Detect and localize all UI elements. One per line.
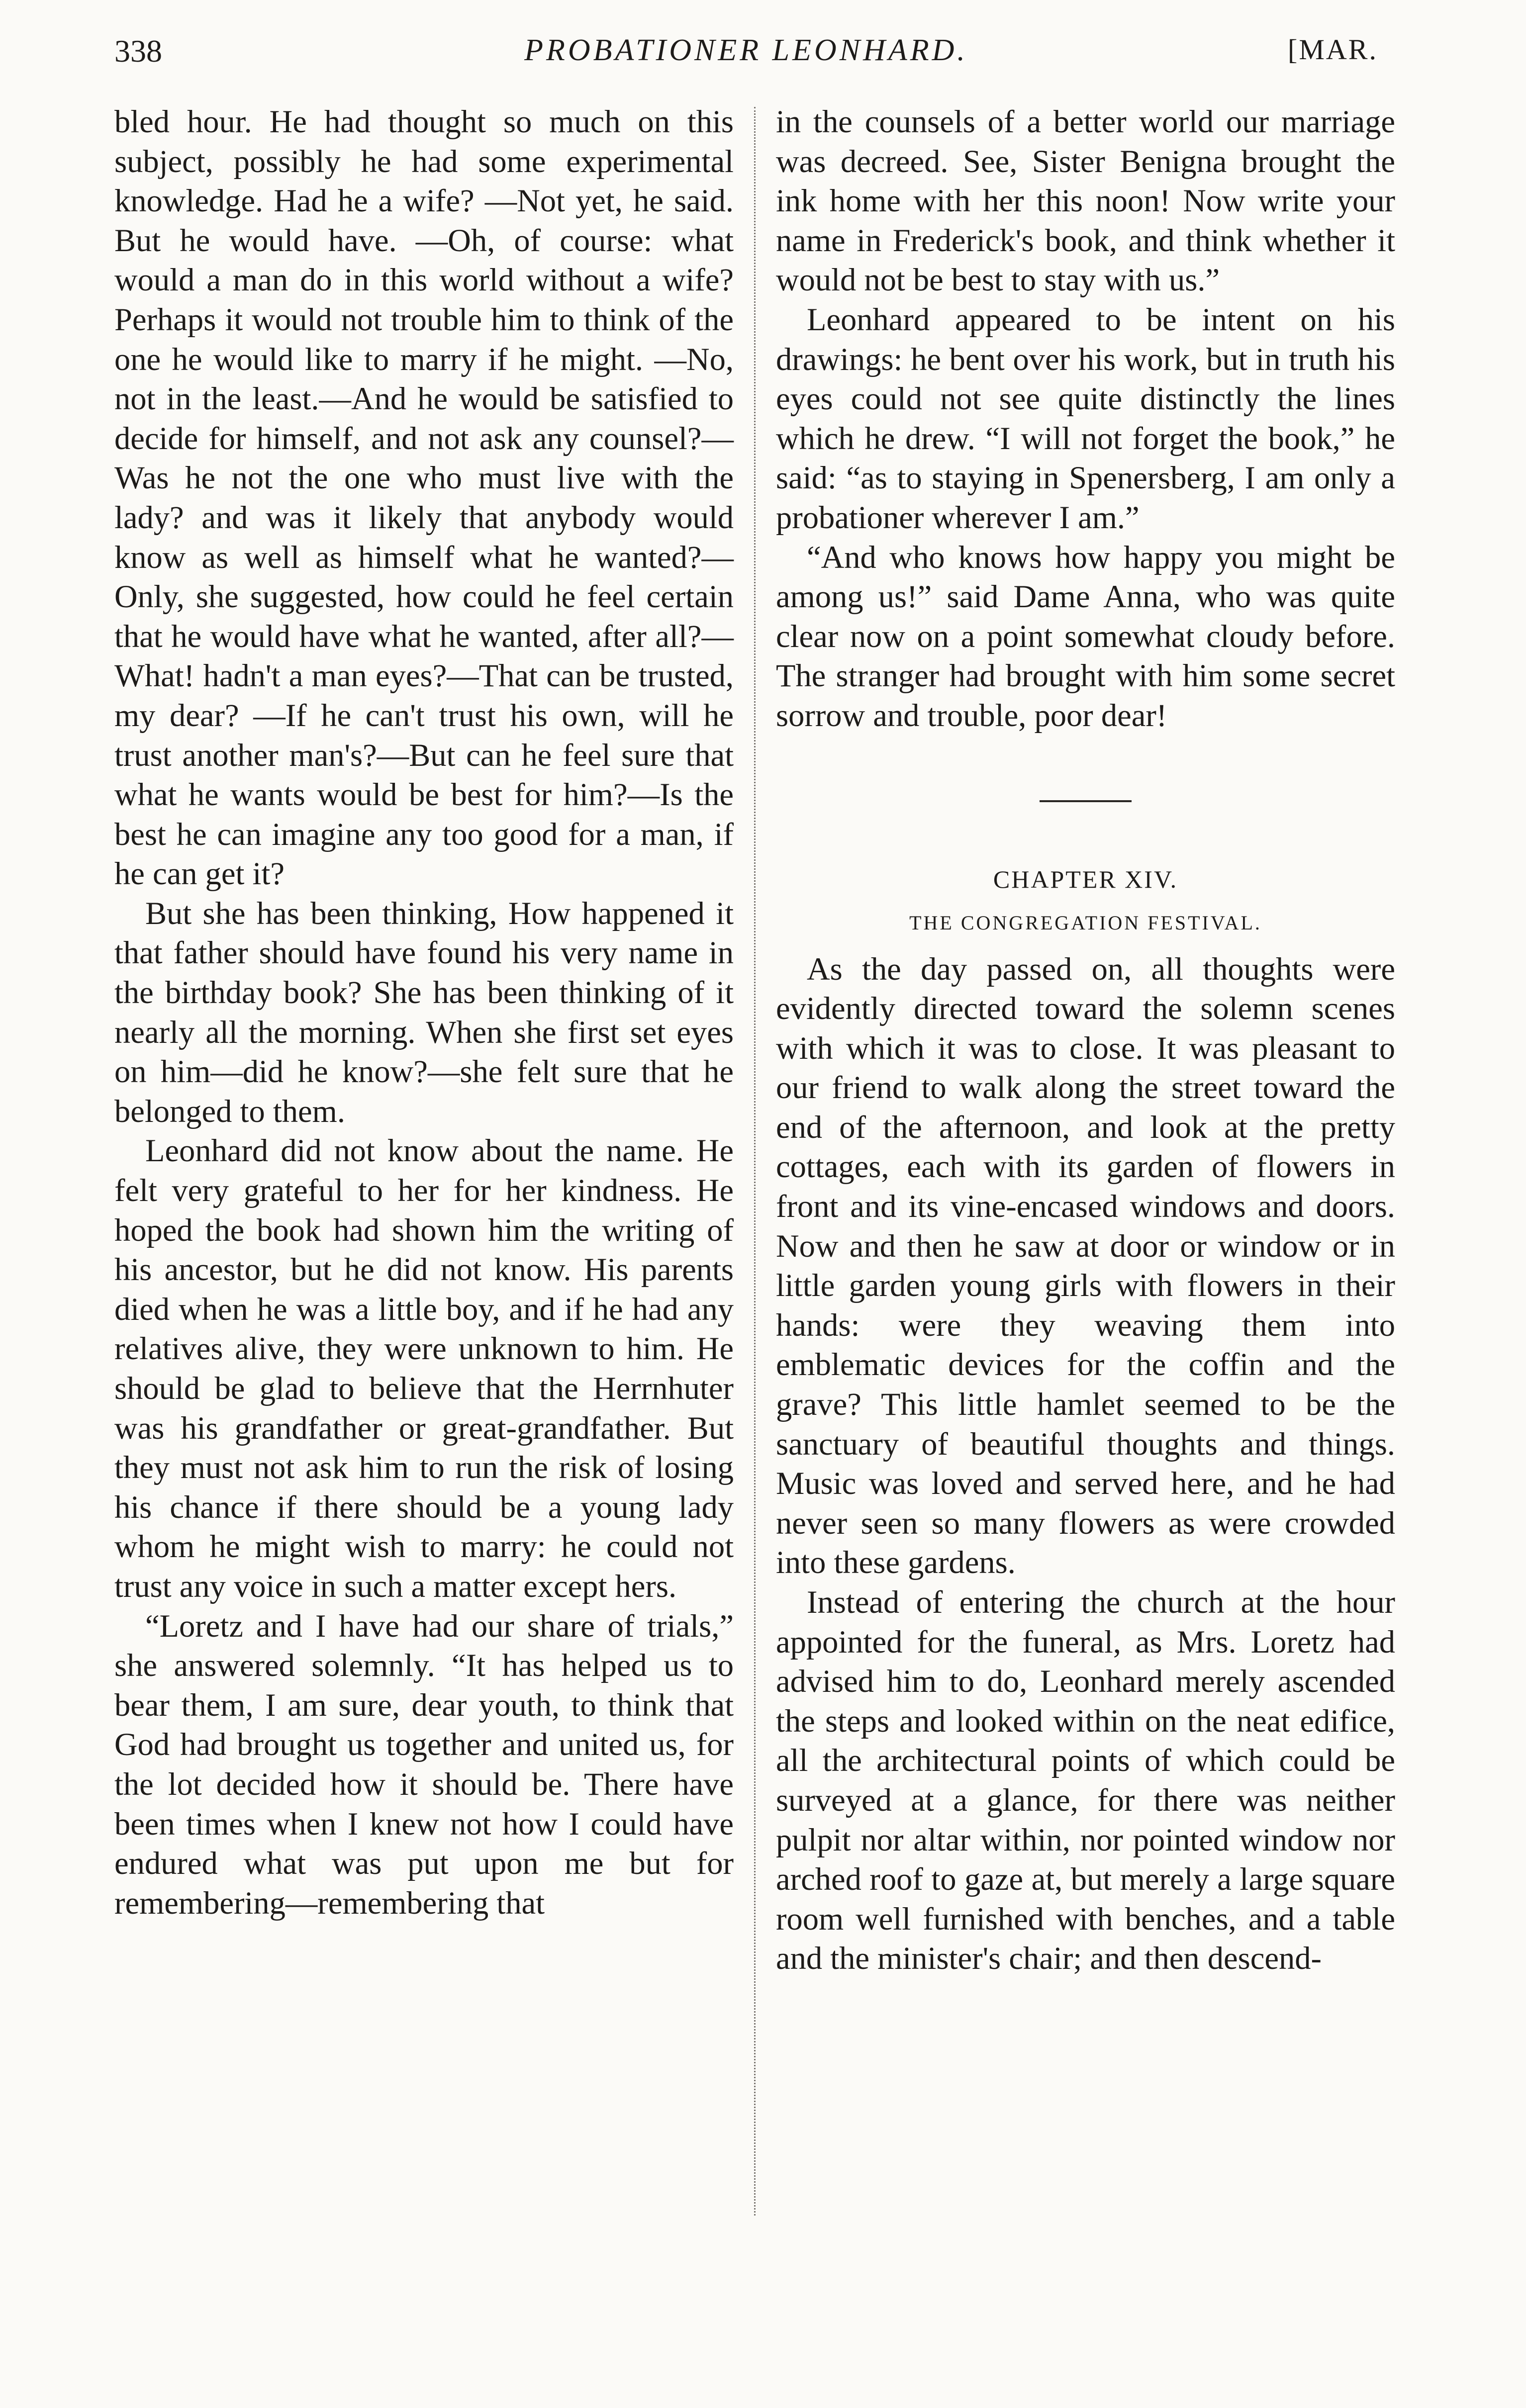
paragraph: “And who knows how happy you might be among us!” said Dame Anna, who was quite clear now on a point somewhat cloudy before. The stranger had brought with him some secret sorrow and trouble, poor dear! (776, 539, 1395, 733)
paragraph: Leonhard did not know about the name. He felt very grateful to her for her kindness. He hoped the book had shown him the writing of his ancestor, but he did not know. His parents died when he was a little boy, and if he had any relatives alive, they were unknown to him. He should be glad to believe that the Herrnhuter was his grandfather or great-grandfather. But they must not ask him to run the risk of losing his chance if there should be a young lady whom he might wish to marry: he could not trust any voice in such a matter except hers. (114, 1133, 734, 1604)
section-divider (1040, 800, 1132, 802)
paragraph: “Loretz and I have had our share of trials,” she answered solemnly. “It has helped us to bear them, I am sure, dear youth, to think that God had brought us together and united us, for the lot decided how it should be. There have been times when I knew not how I could have endured what was put upon me but for remembering—remembering that (114, 1608, 734, 1921)
paragraph: Leonhard appeared to be intent on his drawings: he bent over his work, but in truth his eyes could not see quite distinctly the lines which he drew. “I will not forget the book,” he said: “as to staying in Spenersberg, I am only a probationer wherever I am.” (776, 301, 1395, 535)
right-column (776, 102, 1395, 1978)
running-header (114, 28, 1378, 78)
page-number: 338 (114, 33, 162, 69)
paragraph: But she has been thinking, How happened it that father should have found his very name in the birthday book? She has been thinking of it nearly all the morning. When she first set eyes on him—did he know?—she felt sure that he belonged to them. (114, 895, 734, 1129)
paragraph: Instead of entering the church at the hour appointed for the funeral, as Mrs. Loretz had advised him to do, Leonhard merely ascended the steps and looked within on the neat edifice, all the architectural points of which could be surveyed at a glance, for there was neither pulpit nor altar within, nor pointed window nor arched roof to gaze at, but merely a large square room well furnished with benches, and a table and the minister's chair; and then descend- (776, 1584, 1395, 1976)
left-column (114, 102, 734, 1923)
paragraph: bled hour. He had thought so much on this subject, possibly he had some experimental knowledge. Had he a wife? —Not yet, he said. But he would have. —Oh, of course: what would a man do in this world without a wife? Perhaps it would not trouble him to think of the one he would like to marry if he might. —No, not in the least.—And he would be satisfied to decide for himself, and not ask any counsel?—Was he not the one who must live with the lady? and was it likely that anybody would know as well as himself what he wanted?—Only, she suggested, how could he feel certain that he would have what he wanted, after all?—What! hadn't a man eyes?—That can be trusted, my dear? —If he can't trust his own, will he trust another man's?—But can he feel sure that what he wants would be best for him?—Is the best he can imagine any too good for a man, if he can get it? (114, 104, 734, 892)
column-divider (754, 107, 756, 2216)
running-title: PROBATIONER LEONHARD. (524, 33, 968, 67)
chapter-title: THE CONGREGATION FESTIVAL. (909, 911, 1262, 934)
month-label: [MAR. (1288, 33, 1378, 66)
paragraph: As the day passed on, all thoughts were evidently directed toward the solemn scenes with which it was to close. It was pleasant to our friend to walk along the street toward the end of the afternoon, and look at the pretty cottages, each with its garden of flowers in front and its vine-encased windows and doors. Now and then he saw at door or window or in little garden young girls with flowers in their hands: were they weaving them into emblematic devices for the coffin and the grave? This little hamlet seemed to be the sanctuary of beautiful thoughts and things. Music was loved and served here, and he had never seen so many flowers as were crowded into these gardens. (776, 951, 1395, 1580)
chapter-heading: CHAPTER XIV. (993, 865, 1178, 893)
paragraph: in the counsels of a better world our marriage was decreed. See, Sister Benigna brought the ink home with her this noon! Now write your name in Frederick's book, and think whether it would not be best to stay with us.” (776, 104, 1395, 298)
